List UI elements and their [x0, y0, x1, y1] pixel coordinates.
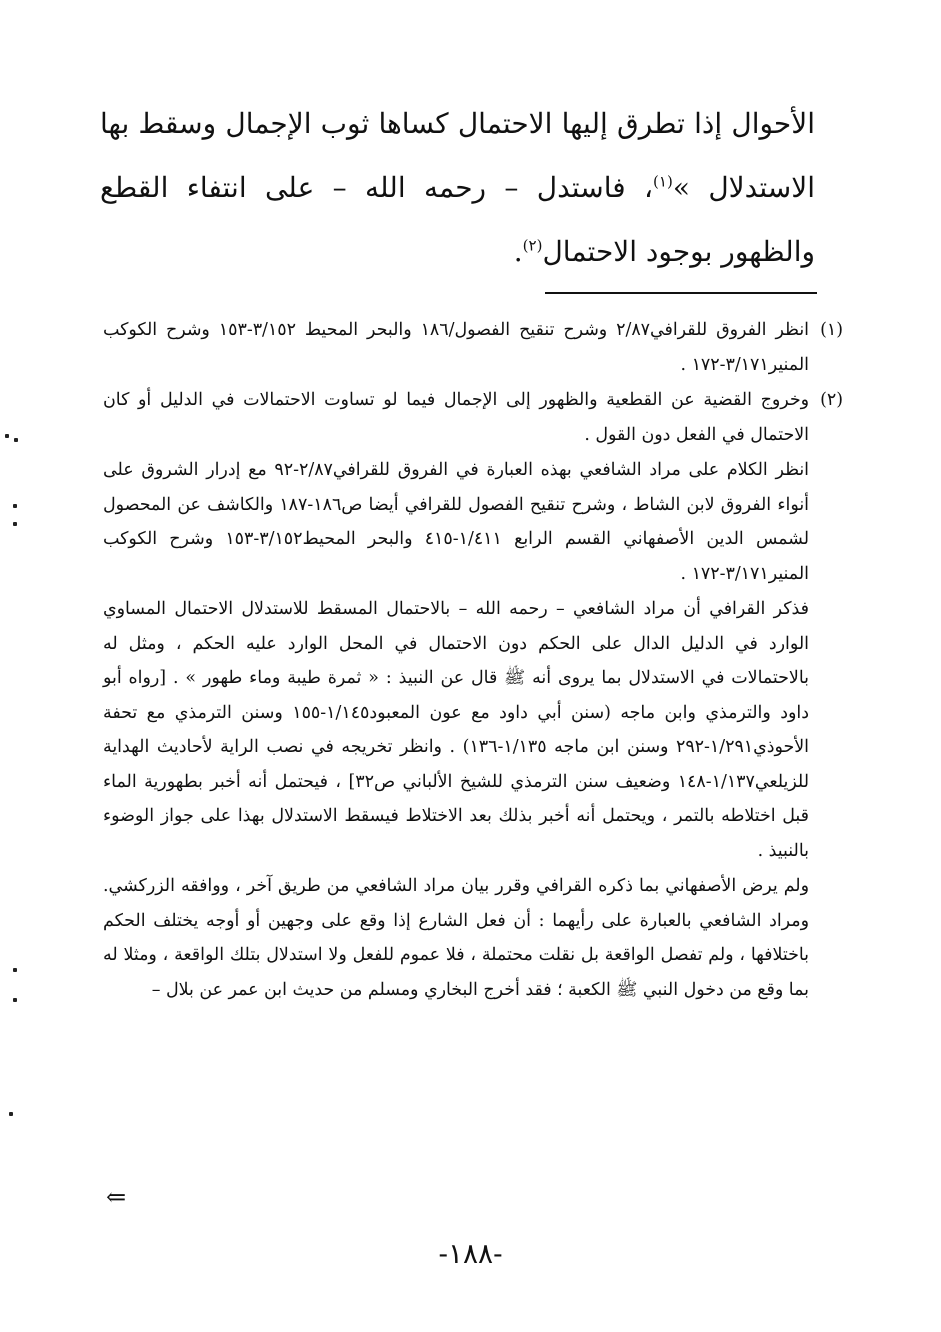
footnote-number: (٢) — [820, 390, 843, 410]
footnotes — [103, 313, 843, 1008]
footnote-paragraph-3: ولم يرض الأصفهاني بما ذكره القرافي وقرر بيان مراد الشافعي من طريق آخر ، ووافقه الزركشي. ومراد الشافعي بالعبارة على رأيهما : أن فعل الشارع إذا وقع على وجهين أو أوجه يختلف الحكم باختلافها ، ولم تفصل الواقعة بل نقلت محتملة ، فلا عموم للفعل ولا استدلال بتلك الواقعة ، ومثلا له بما وقع من دخول النبي ﷺ الكعبة ؛ فقد أخرج البخاري ومسلم من حديث ابن عمر عن بلال – — [103, 876, 809, 1000]
scan-speck — [13, 998, 17, 1002]
footnote-number: (١) — [820, 320, 843, 340]
scan-speck — [5, 434, 9, 438]
scan-speck — [14, 438, 18, 442]
scan-speck — [13, 968, 17, 972]
footnote-text: وخروج القضية عن القطعية والظهور إلى الإجمال فيما لو تساوت الاحتمالات في الدليل أو كان الاحتمال في الفعل دون القول . — [103, 390, 809, 445]
main-paragraph — [100, 92, 815, 284]
main-text-part-1: الأحوال إذا تطرق إليها الاحتمال كساها ثوب الإجمال وسقط بها الاستدلال » — [100, 107, 815, 204]
footnote-paragraph-1: انظر الكلام على مراد الشافعي بهذه العبارة في الفروق للقرافي٢/٨٧-٩٢ مع إدرار الشروق على أنواء الفروق لابن الشاط ، وشرح تنقيح الفصول للقرافي أيضا ص١٨٦-١٨٧ والكاشف عن المحصول لشمس الدين الأصفهاني القسم الرابع ١/٤١١-٤١٥ والبحر المحيط٣/١٥٢-١٥٣ وشرح الكوكب المنير٣/١٧١-١٧٢ . — [103, 460, 810, 584]
page-number: -١٨٨- — [438, 1237, 503, 1270]
footnote-text: انظر الفروق للقرافي٢/٨٧ وشرح تنقيح الفصول/١٨٦ والبحر المحيط ٣/١٥٢-١٥٣ وشرح الكوكب المنير٣/١٧١-١٧٢ . — [103, 320, 809, 375]
footnote-ref-1[interactable]: (١) — [653, 172, 673, 191]
continuation-arrow-icon: ⇐ — [106, 1183, 127, 1211]
footnote-ref-2[interactable]: (٢) — [522, 236, 543, 255]
main-text-end: . — [513, 235, 523, 268]
footnote-1 — [103, 313, 843, 382]
scan-speck — [13, 504, 17, 508]
footnote-2 — [103, 383, 843, 452]
main-text — [100, 92, 815, 284]
scan-speck — [9, 1112, 13, 1116]
main-text-part-2: ، فاستدل – رحمه الله – على انتفاء القطع والظهور بوجود الاحتمال — [100, 171, 815, 268]
footnote-paragraph-2: فذكر القرافي أن مراد الشافعي – رحمه الله – بالاحتمال المسقط للاستدلال الاحتمال المساوي الوارد في الدليل الدال على الحكم دون الاحتمال في المحل الوارد عليه الحكم ، ومثل له بالاحتمالات في الاستدلال بما يروى أنه ﷺ قال عن النبيذ : « ثمرة طيبة وماء طهور » . [رواه أبو داود والترمذي وابن ماجه (سنن أبي داود مع عون المعبود١/١٤٥-١٥٥ وسنن الترمذي مع تحفة الأحوذي١/٢٩١-٢٩٢ وسنن ابن ماجه ١/١٣٥-١٣٦) . وانظر تخريجه في نصب الراية لأحاديث الهداية للزيلعي١/١٣٧-١٤٨ وضعيف سنن الترمذي للشيخ الألباني ص٣٢] ، فيحتمل أنه أخبر بطهورية الماء قبل اختلاطه بالتمر ، ويحتمل أنه أخبر بذلك بعد الاختلاط فيسقط الاستدلال بهذا على جواز الوضوء بالنبيذ . — [103, 599, 809, 861]
scan-speck — [13, 522, 17, 526]
footnote-separator — [545, 292, 817, 294]
